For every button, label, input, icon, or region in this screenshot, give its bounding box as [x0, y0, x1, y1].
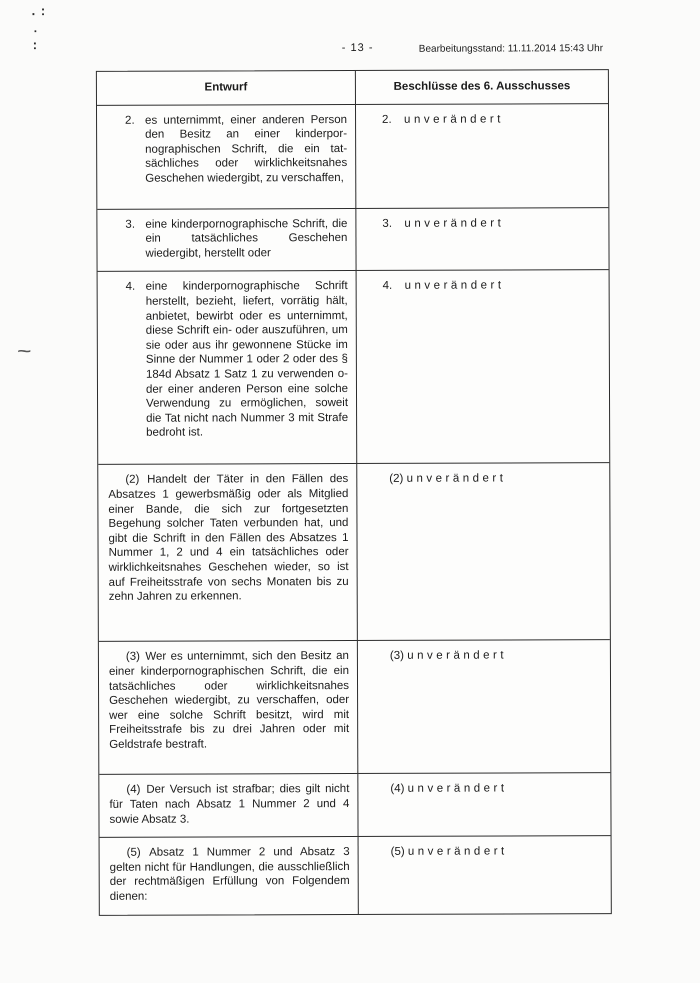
paragraph-marker: (3) — [125, 651, 141, 664]
scan-artifact: : — [32, 37, 38, 53]
entwurf-cell — [97, 105, 355, 209]
item-number: 2. — [382, 113, 392, 126]
paragraph-text: Der Versuch ist strafbar; dies gilt nicht für Taten nach Absatz 1 Nummer 2 und 4 sowie Absatz 3. — [109, 783, 350, 826]
table-header-row — [97, 70, 608, 104]
table-row — [98, 269, 610, 464]
beschluss-cell — [355, 208, 608, 271]
entwurf-cell — [99, 641, 357, 774]
beschluss-cell — [357, 640, 610, 773]
item-number: 2. — [125, 114, 135, 127]
entwurf-cell — [100, 837, 358, 914]
item-text: es unternimmt, einer anderen Person den Besitz an einer kinderpornographischen Schrift, die ein tatsächliches oder wirklichkeitsnahes Geschehen wiedergibt, zu verschaffen, — [145, 113, 348, 185]
paragraph-text: unverändert — [406, 472, 507, 486]
table-row — [97, 207, 608, 272]
paragraph-text: Absatz 1 Nummer 2 und Absatz 3 gelten nicht für Handlungen, die ausschließlich der rechtmäßigen Erfüllung von Folgendem dienen: — [109, 846, 350, 903]
table-row — [97, 103, 608, 209]
item-text: unverändert — [404, 217, 505, 230]
paragraph-marker: (3) — [389, 650, 405, 663]
paragraph-text: Handelt der Täter in den Fällen des Absatzes 1 gewerbsmäßig oder als Mitglied einer Bande, die sich zur fortgesetzten Begehung solcher Taten verbunden hat, und gibt die Schrift in den Fällen des Absatzes 1 Nummer 1, 2 und 4 ein tatsächliches oder wirklichkeitsnahes Geschehen wieder, so ist auf Freiheitsstrafe von sechs Monaten bis zu zehn Jahren zu erkennen. — [108, 473, 349, 603]
entwurf-cell — [99, 774, 357, 837]
paragraph-marker: (5) — [126, 846, 141, 859]
table-row — [98, 462, 610, 641]
editing-status-line: Bearbeitungsstand: 11.11.2014 15:43 Uhr — [418, 43, 604, 55]
scan-artifact: . — [33, 21, 38, 36]
beschluss-cell — [358, 836, 611, 913]
paragraph-marker: (4) — [390, 783, 405, 796]
page-number: - 13 - — [341, 41, 374, 55]
table-row — [100, 835, 611, 914]
item-number: 3. — [382, 217, 393, 230]
paragraph-text: unverändert — [407, 845, 508, 858]
item-number: 4. — [382, 280, 393, 293]
column-header-entwurf: Entwurf — [204, 81, 248, 94]
beschluss-cell — [356, 270, 610, 463]
table-row — [99, 772, 610, 837]
paragraph-marker: (2) — [389, 473, 404, 486]
item-text: eine kinderpornographische Schrift herstellt, bezieht, liefert, vorrätig hält, anbietet, bewirbt oder es unternimmt, diese Schrift ein- oder auszuführen, um sie oder aus ihr gewonnene Stücke im Sinne der Nummer 1 oder 2 oder des § 184d Absatz 1 Satz 1 zu verwenden oder einer anderen Person eine solche Verwendung zu ermöglichen, soweit die Tat nicht nach Nummer 3 mit Strafe bedroht ist. — [145, 280, 349, 440]
item-number: 4. — [125, 281, 136, 294]
paragraph-marker: (2) — [125, 474, 140, 487]
paragraph-marker: (4) — [126, 784, 141, 797]
beschluss-cell — [355, 104, 608, 208]
item-text: unverändert — [404, 113, 504, 126]
entwurf-cell — [98, 271, 357, 464]
paragraph-text: unverändert — [407, 649, 508, 663]
paragraph-text: Wer es unternimmt, sich den Besitz an einer kinderpornographischen Schrift, die ein tatsächliches oder wirklichkeitsnahes Geschehen wiedergibt, zu verschaffen, oder wer eine solche Schrift besitzt, wird mit Freiheitsstrafe bis zu drei Jahren oder mit Geldstrafe bestraft. — [108, 650, 350, 751]
scan-artifact: ~ — [17, 343, 32, 361]
entwurf-cell — [97, 209, 355, 272]
column-header-beschluesse: Beschlüsse des 6. Ausschusses — [355, 70, 608, 103]
scan-artifact: . : — [31, 3, 47, 19]
table-row — [99, 639, 610, 774]
item-text: eine kinderpornographische Schrift, die ein tatsächliches Geschehen wiedergibt, herstellt oder — [145, 217, 348, 260]
paragraph-marker: (5) — [390, 845, 405, 859]
beschluss-cell — [357, 773, 610, 836]
item-text: unverändert — [404, 279, 505, 293]
beschluss-cell — [356, 463, 610, 640]
entwurf-cell — [98, 464, 357, 641]
item-number: 3. — [125, 218, 136, 231]
comparison-table — [96, 69, 612, 915]
paragraph-text: unverändert — [407, 782, 508, 796]
